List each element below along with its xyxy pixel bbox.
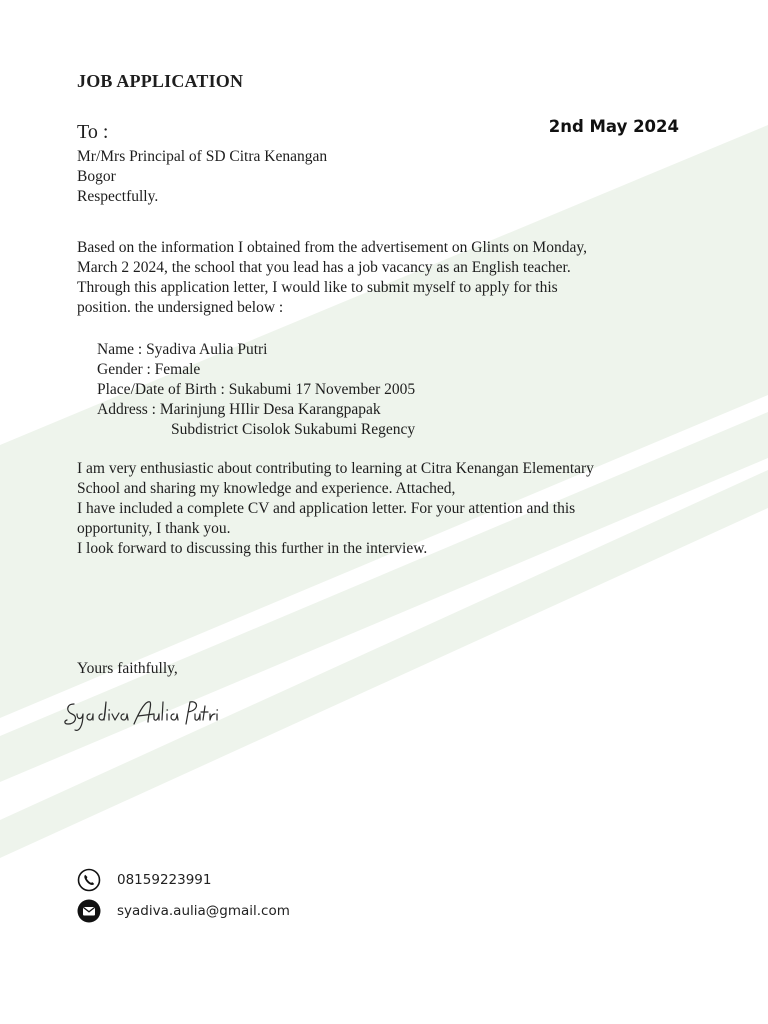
letter-date: 2nd May 2024 — [548, 117, 679, 136]
phone-number: 08159223991 — [117, 872, 212, 888]
recipient-city: Bogor — [77, 168, 116, 185]
recipient-salutation: Respectfully. — [77, 188, 159, 205]
mail-icon — [77, 899, 101, 923]
phone-icon — [77, 868, 101, 892]
intro-line: position. the undersigned below : — [77, 299, 284, 316]
intro-line: Based on the information I obtained from the advertisement on Glints on Monday, — [77, 239, 587, 256]
body-line: School and sharing my knowledge and experience. Attached, — [77, 480, 456, 497]
contact-email — [77, 899, 290, 923]
body-paragraph — [77, 459, 687, 559]
detail-address: Address : Marinjung HIlir Desa Karangpapak — [97, 401, 381, 418]
intro-line: March 2 2024, the school that you lead has a job vacancy as an English teacher. — [77, 259, 571, 276]
email-address: syadiva.aulia@gmail.com — [117, 903, 290, 919]
closing: Yours faithfully, — [77, 660, 178, 677]
letter-title: JOB APPLICATION — [77, 71, 244, 91]
recipient-block — [77, 147, 327, 207]
signature — [62, 696, 222, 736]
body-line: I am very enthusiastic about contributing to learning at Citra Kenangan Elementary — [77, 460, 594, 477]
detail-birth: Place/Date of Birth : Sukabumi 17 November 2005 — [97, 381, 416, 398]
recipient-name: Mr/Mrs Principal of SD Citra Kenangan — [77, 148, 328, 165]
detail-address-cont: Subdistrict Cisolok Sukabumi Regency — [171, 421, 416, 438]
intro-paragraph — [77, 238, 677, 318]
to-label: To : — [77, 121, 109, 143]
body-line: I look forward to discussing this further in the interview. — [77, 540, 428, 557]
detail-name: Name : Syadiva Aulia Putri — [97, 341, 268, 358]
detail-gender: Gender : Female — [97, 361, 201, 378]
applicant-details — [97, 340, 415, 440]
intro-line: Through this application letter, I would like to submit myself to apply for this — [77, 279, 558, 296]
body-line: opportunity, I thank you. — [77, 520, 231, 537]
contact-phone — [77, 868, 211, 892]
body-line: I have included a complete CV and application letter. For your attention and this — [77, 500, 576, 517]
